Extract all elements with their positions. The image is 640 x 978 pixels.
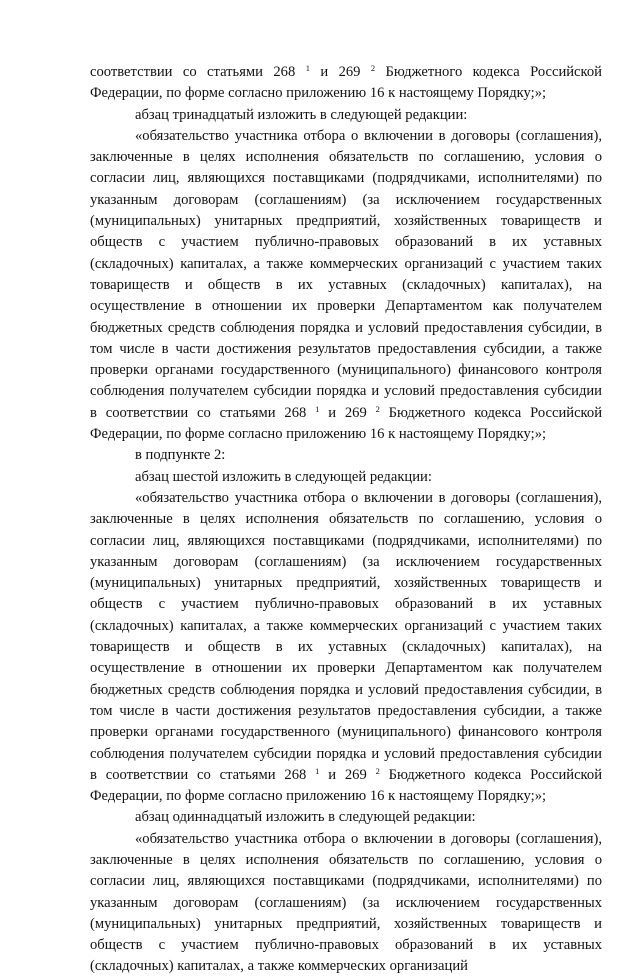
paragraph-instruction: абзац одиннадцатый изложить в следующей редакции: xyxy=(135,809,476,826)
superscript: 2 xyxy=(375,765,380,776)
text-run: Бюджетного кодекса Российской Федерации, по форме согласно приложению 16 к настоящему Порядку;»; xyxy=(90,64,602,102)
paragraph-instruction: абзац тринадцатый изложить в следующей редакции: xyxy=(135,106,468,123)
paragraph-quote-tail: «обязательство участника отбора о включении в договоры (соглашения), заключенные в целях исполнения обязательств по соглашению, условия о согласии лиц, являющихся поставщиками (подрядчиками, исполнителями) по указанным договорам (соглашениям) (за исключением государственных (муниципальных) унитарных предприятий, хозяйственных товариществ и обществ с участием публично-правовых образований в их уставных (складочных) капиталах, а также коммерческих организаций xyxy=(90,830,602,975)
superscript: 1 xyxy=(305,63,310,73)
text-run: Бюджетного кодекса Российской Федерации, по форме согласно приложению 16 к настоящему Порядку;»; xyxy=(90,404,602,443)
paragraph-continuation xyxy=(90,62,602,105)
document-body xyxy=(90,62,602,978)
paragraph-quote xyxy=(90,488,602,807)
text-run: Бюджетного кодекса Российской Федерации, по форме согласно приложению 16 к настоящему Порядку;»; xyxy=(90,766,602,805)
superscript: 1 xyxy=(315,403,320,414)
superscript: 2 xyxy=(375,403,380,414)
text-run: и 269 xyxy=(319,404,376,421)
text-run: соответствии со статьями 268 xyxy=(90,64,306,80)
text-run: и 269 xyxy=(319,766,376,783)
paragraph-instruction: в подпункте 2: xyxy=(135,447,226,464)
superscript: 1 xyxy=(315,765,320,776)
paragraph-instruction: абзац шестой изложить в следующей редакции: xyxy=(135,468,432,485)
text-run: и 269 xyxy=(309,64,371,80)
text-run: «обязательство участника отбора о включении в договоры (соглашения), заключенные в целях исполнения обязательств по соглашению, условия о согласии лиц, являющихся поставщиками (подрядчиками, исполнителями) по указанным договорам (соглашениям) (за исключением государственных (муниципальных) унитарных предприятий, хозяйственных товариществ и обществ с участием публично-правовых образований в их уставных (складочных) капиталах, а также коммерческих организаций с участием таких товариществ и обществ в их уставных (складочных) капиталах), на осуществление в отношении их проверки Департаментом как получателем бюджетных средств соблюдения порядка и условий предоставления субсидии, в том числе в части достижения результатов предоставления субсидии, а также проверки органами государственного (муниципального) финансового контроля соблюдения получателем субсидии порядка и условий предоставления субсидии в соответствии со статьями 268 xyxy=(90,489,602,783)
text-run: «обязательство участника отбора о включении в договоры (соглашения), заключенные в целях исполнения обязательств по соглашению, условия о согласии лиц, являющихся поставщиками (подрядчиками, исполнителями) по указанным договорам (соглашениям) (за исключением государственных (муниципальных) унитарных предприятий, хозяйственных товариществ и обществ с участием публично-правовых образований в их уставных (складочных) капиталах, а также коммерческих организаций с участием таких товариществ и обществ в их уставных (складочных) капиталах), на осуществление в отношении их проверки Департаментом как получателем бюджетных средств соблюдения порядка и условий предоставления субсидии, в том числе в части достижения результатов предоставления субсидии, а также проверки органами государственного (муниципального) финансового контроля соблюдения получателем субсидии порядка и условий предоставления субсидии в соответствии со статьями 268 xyxy=(90,127,602,421)
superscript: 2 xyxy=(370,63,376,73)
paragraph-quote xyxy=(90,126,602,445)
